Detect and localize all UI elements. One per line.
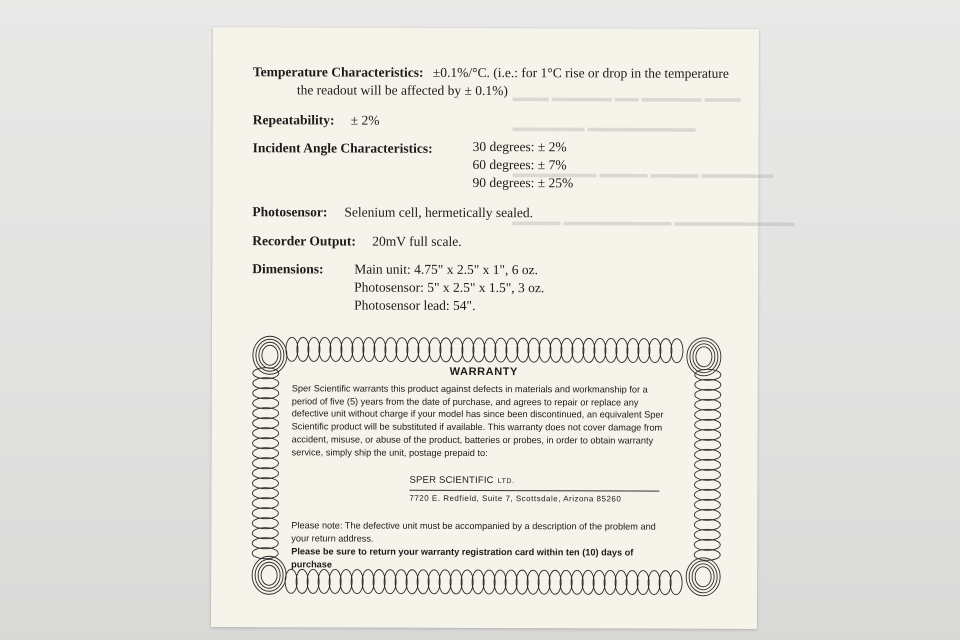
border-loop bbox=[406, 570, 418, 594]
spec-value: Selenium cell, hermetically sealed. bbox=[344, 204, 533, 221]
warranty-note-bold: Please be sure to return your warranty registration card within ten (10) days of purchase bbox=[291, 546, 634, 570]
border-loop bbox=[440, 338, 452, 362]
border-loop bbox=[593, 570, 605, 594]
border-loop bbox=[694, 509, 720, 520]
border-loop bbox=[527, 570, 539, 594]
border-loop bbox=[648, 571, 660, 595]
border-loop bbox=[670, 571, 682, 595]
border-loop bbox=[695, 459, 721, 470]
border-loop bbox=[255, 559, 283, 591]
border-loop bbox=[594, 338, 606, 362]
warranty-body: Sper Scientific warrants this product against defects in materials and workmanship for a period of five (5) years from the date of purchase, and agrees to repair or replace any defective unit without charge if your model has since been discontinued, an equivalent Sper Scientific product will be substituted if available. This warranty does not cover damage from accident, misuse, or abuse of the product, batteries or probes, in order to obtain warranty service, simply ship the unit, postage prepaid to: bbox=[291, 383, 664, 458]
border-loop bbox=[252, 528, 278, 539]
spec-value: Photosensor lead: 54". bbox=[354, 297, 476, 313]
warranty-address-block bbox=[409, 473, 675, 507]
border-loop bbox=[690, 341, 718, 373]
border-loop bbox=[694, 479, 720, 490]
border-loop bbox=[604, 570, 616, 594]
border-loop bbox=[253, 428, 279, 439]
company-suffix: LTD. bbox=[497, 477, 515, 485]
border-loop bbox=[495, 338, 507, 362]
border-loop bbox=[538, 570, 550, 594]
border-loop bbox=[307, 569, 319, 593]
border-loop bbox=[451, 338, 463, 362]
border-loop bbox=[395, 570, 407, 594]
border-loop bbox=[494, 570, 506, 594]
border-loop bbox=[695, 449, 721, 460]
border-loop bbox=[296, 569, 308, 593]
border-loop bbox=[450, 570, 462, 594]
border-loop bbox=[694, 489, 720, 500]
border-loop bbox=[571, 570, 583, 594]
border-loop bbox=[483, 570, 495, 594]
border-loop bbox=[516, 570, 528, 594]
company-name bbox=[409, 474, 659, 492]
company-name-text: SPER SCIENTIFIC bbox=[409, 474, 494, 486]
border-loop bbox=[286, 337, 298, 361]
border-loop bbox=[261, 565, 277, 585]
border-loop bbox=[615, 570, 627, 594]
border-loop bbox=[626, 570, 638, 594]
border-loop bbox=[373, 570, 385, 594]
border-loop bbox=[439, 570, 451, 594]
border-loop bbox=[340, 569, 352, 593]
border-loop bbox=[605, 338, 617, 362]
border-loop bbox=[660, 339, 672, 363]
spec-label: Recorder Output: bbox=[252, 233, 356, 249]
border-loop bbox=[252, 478, 278, 489]
warranty-note: Please note: The defective unit must be accompanied by a description of the problem and your return address. bbox=[291, 520, 656, 544]
warranty-section bbox=[291, 365, 676, 572]
company-address: 7720 E. Redfield, Suite 7, Scottsdale, Arizona 85260 bbox=[409, 494, 622, 504]
border-loop bbox=[418, 338, 430, 362]
spec-value: Main unit: 4.75" x 2.5" x 1", 6 oz. bbox=[354, 261, 539, 278]
border-loop bbox=[695, 419, 721, 430]
border-loop bbox=[696, 347, 712, 367]
spec-value: ± 2% bbox=[350, 112, 380, 128]
spec-value: 90 degrees: ± 25% bbox=[472, 174, 574, 191]
spec-value: 20mV full scale. bbox=[372, 233, 462, 249]
border-loop bbox=[637, 571, 649, 595]
border-loop bbox=[659, 571, 671, 595]
border-loop bbox=[583, 338, 595, 362]
warranty-title: WARRANTY bbox=[449, 365, 519, 379]
spec-value: 60 degrees: ± 7% bbox=[472, 156, 567, 173]
border-loop bbox=[329, 569, 341, 593]
spec-label: Repeatability: bbox=[252, 112, 335, 128]
border-loop bbox=[253, 448, 279, 459]
border-loop bbox=[695, 379, 721, 390]
border-loop bbox=[473, 338, 485, 362]
border-loop bbox=[694, 499, 720, 510]
border-loop bbox=[384, 570, 396, 594]
border-loop bbox=[417, 570, 429, 594]
show-through-text: ▬▬▬▬▬▬▬▬▬▬ ▬▬▬▬▬▬▬▬▬ ▬▬▬▬ bbox=[512, 214, 795, 230]
border-loop bbox=[363, 338, 375, 362]
border-loop bbox=[253, 378, 279, 389]
show-through-text: ▬▬▬ ▬▬▬▬▬ ▬▬ ▬▬▬▬▬ ▬▬▬ bbox=[512, 90, 741, 105]
border-loop bbox=[428, 570, 440, 594]
border-loop bbox=[319, 337, 331, 361]
border-loop bbox=[560, 570, 572, 594]
border-loop bbox=[695, 429, 721, 440]
border-loop bbox=[253, 398, 279, 409]
border-loop bbox=[253, 438, 279, 449]
border-loop bbox=[252, 538, 278, 549]
border-loop bbox=[396, 338, 408, 362]
border-loop bbox=[252, 518, 278, 529]
border-loop bbox=[694, 519, 720, 530]
border-loop bbox=[341, 337, 353, 361]
border-loop bbox=[472, 570, 484, 594]
border-loop bbox=[689, 561, 717, 593]
border-loop bbox=[695, 439, 721, 450]
border-loop bbox=[285, 569, 297, 593]
border-loop bbox=[484, 338, 496, 362]
border-loop bbox=[374, 338, 386, 362]
border-loop bbox=[671, 339, 683, 363]
border-loop bbox=[695, 389, 721, 400]
spec-value: Photosensor: 5" x 2.5" x 1.5", 3 oz. bbox=[354, 279, 545, 296]
spec-value: ±0.1%/°C. (i.e.: for 1°C rise or drop in the temperature bbox=[432, 64, 729, 81]
border-loop bbox=[252, 508, 278, 519]
border-loop bbox=[351, 570, 363, 594]
border-loop bbox=[256, 339, 284, 371]
spec-value: 30 degrees: ± 2% bbox=[472, 138, 567, 155]
border-loop bbox=[549, 570, 561, 594]
border-loop bbox=[582, 570, 594, 594]
spec-label: Incident Angle Characteristics: bbox=[252, 140, 433, 156]
border-loop bbox=[330, 337, 342, 361]
border-loop bbox=[695, 567, 711, 587]
border-loop bbox=[297, 337, 309, 361]
border-loop bbox=[649, 339, 661, 363]
spec-label: Temperature Characteristics: bbox=[252, 64, 424, 80]
border-loop bbox=[362, 570, 374, 594]
border-loop bbox=[253, 388, 279, 399]
border-loop bbox=[616, 338, 628, 362]
border-loop bbox=[528, 338, 540, 362]
border-loop bbox=[385, 338, 397, 362]
border-loop bbox=[638, 339, 650, 363]
border-loop bbox=[253, 408, 279, 419]
border-loop bbox=[253, 418, 279, 429]
border-loop bbox=[506, 338, 518, 362]
border-loop bbox=[318, 569, 330, 593]
border-loop bbox=[308, 337, 320, 361]
border-loop bbox=[517, 338, 529, 362]
document-page bbox=[211, 27, 795, 629]
border-loop bbox=[694, 529, 720, 540]
border-loop bbox=[462, 338, 474, 362]
border-loop bbox=[561, 338, 573, 362]
show-through-text: ▬▬▬▬▬▬▬▬▬ ▬▬▬▬▬▬ bbox=[512, 120, 696, 135]
border-loop bbox=[262, 345, 278, 365]
spec-value: the readout will be affected by ± 0.1%) bbox=[296, 82, 508, 99]
border-loop bbox=[252, 488, 278, 499]
border-loop bbox=[253, 458, 279, 469]
show-through-text: ▬▬▬▬▬▬ ▬▬▬▬ ▬▬▬▬ ▬▬▬▬▬▬▬ bbox=[512, 166, 774, 182]
border-loop bbox=[550, 338, 562, 362]
border-loop bbox=[429, 338, 441, 362]
border-loop bbox=[461, 570, 473, 594]
border-loop bbox=[252, 498, 278, 509]
border-loop bbox=[539, 338, 551, 362]
spec-label: Dimensions: bbox=[252, 261, 324, 277]
border-loop bbox=[695, 399, 721, 410]
border-loop bbox=[694, 469, 720, 480]
border-loop bbox=[627, 338, 639, 362]
border-loop bbox=[694, 539, 720, 550]
border-loop bbox=[695, 409, 721, 420]
border-loop bbox=[505, 570, 517, 594]
spec-label: Photosensor: bbox=[252, 204, 328, 220]
border-loop bbox=[407, 338, 419, 362]
border-loop bbox=[572, 338, 584, 362]
border-loop bbox=[352, 338, 364, 362]
border-loop bbox=[252, 468, 278, 479]
